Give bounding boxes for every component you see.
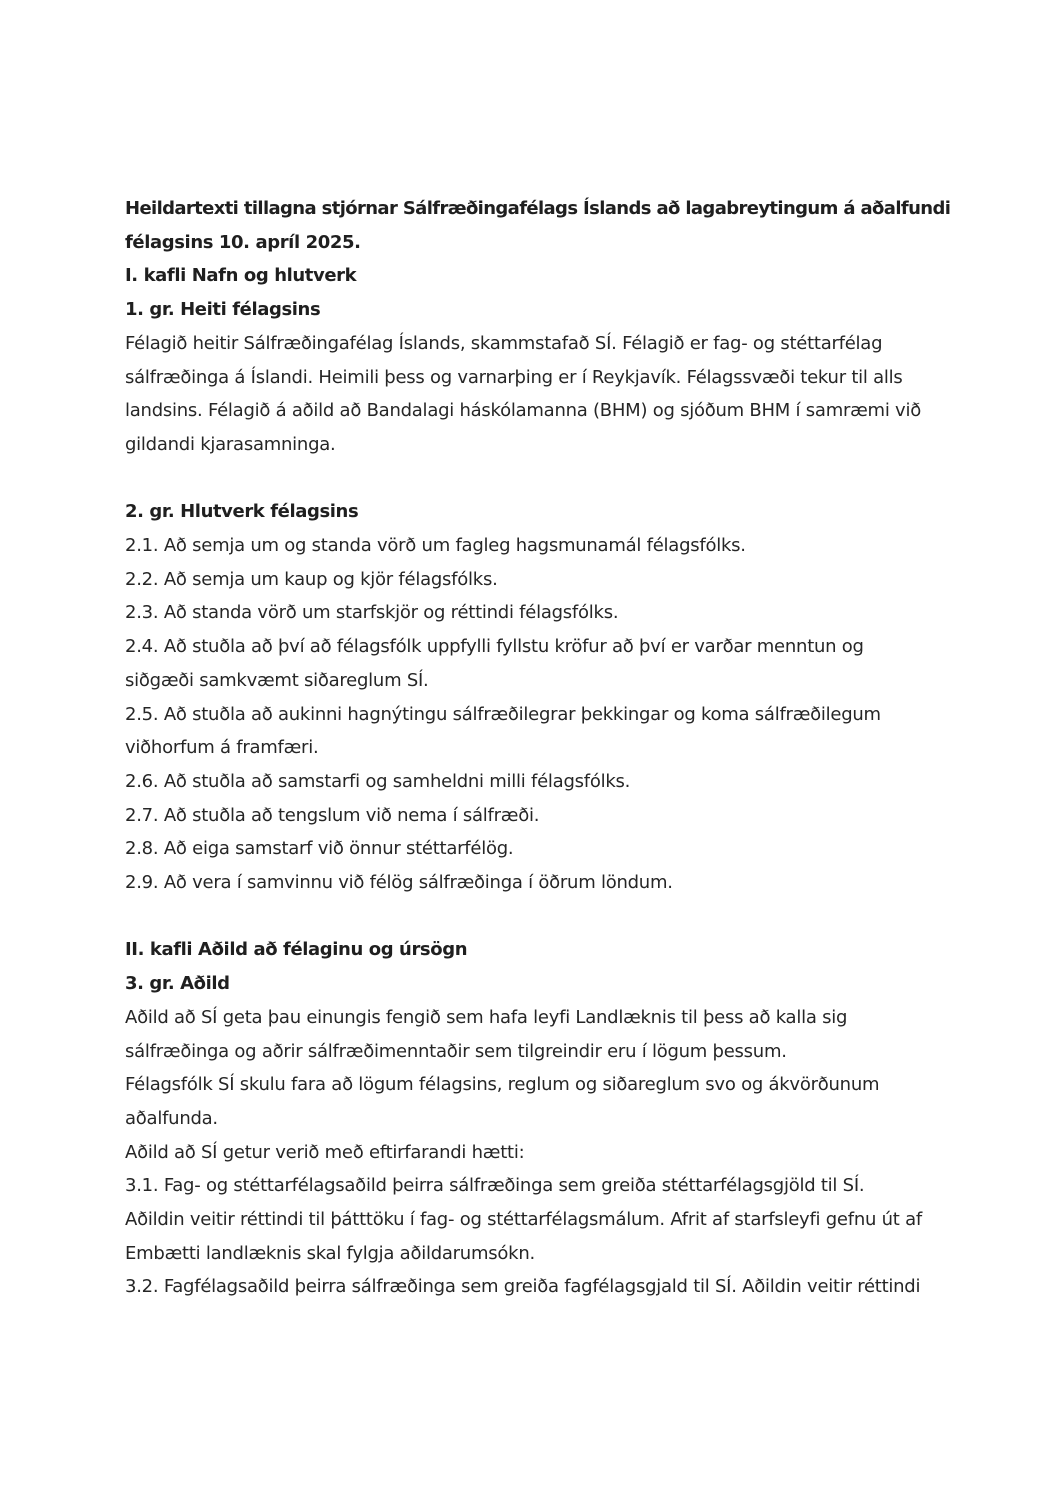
article-2-item-line: 2.3. Að standa vörð um starfskjör og réttindi félagsfólks. bbox=[125, 602, 619, 624]
chapter-1-heading: I. kafli Nafn og hlutverk bbox=[125, 265, 357, 287]
article-1-text-line: sálfræðinga á Íslandi. Heimili þess og varnarþing er í Reykjavík. Félagssvæði tekur til alls bbox=[125, 366, 903, 388]
article-3-text-line: sálfræðinga og aðrir sálfræðimenntaðir sem tilgreindir eru í lögum þessum. bbox=[125, 1040, 787, 1062]
article-3-text-line: Aðild að SÍ getur verið með eftirfarandi hætti: bbox=[125, 1141, 525, 1163]
article-2-item-line: 2.6. Að stuðla að samstarfi og samheldni milli félagsfólks. bbox=[125, 770, 631, 792]
article-2-item-line: 2.9. Að vera í samvinnu við félög sálfræðinga í öðrum löndum. bbox=[125, 872, 673, 894]
article-2-item-line: 2.1. Að semja um og standa vörð um fagleg hagsmunamál félagsfólks. bbox=[125, 535, 746, 557]
article-1-text-line: gildandi kjarasamninga. bbox=[125, 433, 336, 455]
article-1-text-line: landsins. Félagið á aðild að Bandalagi háskólamanna (BHM) og sjóðum BHM í samræmi við bbox=[125, 400, 921, 422]
article-3-text-line: Félagsfólk SÍ skulu fara að lögum félagsins, reglum og siðareglum svo og ákvörðunum bbox=[125, 1074, 880, 1096]
article-3-text-line: 3.2. Fagfélagsaðild þeirra sálfræðinga sem greiða fagfélagsgjald til SÍ. Aðildin veitir réttindi bbox=[125, 1276, 921, 1298]
article-3-text-line: aðalfunda. bbox=[125, 1107, 218, 1129]
document-title-line-2: félagsins 10. apríl 2025. bbox=[125, 231, 361, 253]
article-3-text-line: Aðildin veitir réttindi til þátttöku í fag- og stéttarfélagsmálum. Afrit af starfsleyfi gefnu út af bbox=[125, 1209, 922, 1231]
article-3-text-line: Embætti landlæknis skal fylgja aðildarumsókn. bbox=[125, 1242, 535, 1264]
article-3-text-line: 3.1. Fag- og stéttarfélagsaðild þeirra sálfræðinga sem greiða stéttarfélagsgjöld til SÍ. bbox=[125, 1175, 865, 1197]
article-2-item-line: 2.5. Að stuðla að aukinni hagnýtingu sálfræðilegrar þekkingar og koma sálfræðilegum bbox=[125, 703, 881, 725]
article-2-item-line: siðgæði samkvæmt siðareglum SÍ. bbox=[125, 669, 429, 691]
article-1-heading: 1. gr. Heiti félagsins bbox=[125, 299, 321, 321]
chapter-2-heading: II. kafli Aðild að félaginu og úrsögn bbox=[125, 939, 468, 961]
document-title-line-1: Heildartexti tillagna stjórnar Sálfræðingafélags Íslands að lagabreytingum á aðalfundi bbox=[125, 198, 951, 219]
paragraph-spacer bbox=[125, 900, 955, 934]
article-2-heading: 2. gr. Hlutverk félagsins bbox=[125, 501, 359, 523]
article-2-item-line: 2.7. Að stuðla að tengslum við nema í sálfræði. bbox=[125, 804, 540, 826]
paragraph-spacer bbox=[125, 462, 955, 496]
article-1-text-line: Félagið heitir Sálfræðingafélag Íslands, skammstafað SÍ. Félagið er fag- og stéttarfélag bbox=[125, 332, 883, 354]
article-2-item-line: 2.2. Að semja um kaup og kjör félagsfólks. bbox=[125, 568, 498, 590]
article-3-text-line: Aðild að SÍ geta þau einungis fengið sem hafa leyfi Landlæknis til þess að kalla sig bbox=[125, 1006, 848, 1028]
article-3-heading: 3. gr. Aðild bbox=[125, 973, 230, 995]
article-2-item-line: 2.8. Að eiga samstarf við önnur stéttarfélög. bbox=[125, 838, 514, 860]
article-2-item-line: viðhorfum á framfæri. bbox=[125, 737, 319, 759]
document-page bbox=[125, 192, 955, 1304]
article-2-item-line: 2.4. Að stuðla að því að félagsfólk uppfylli fyllstu kröfur að því er varðar menntun og bbox=[125, 636, 864, 658]
